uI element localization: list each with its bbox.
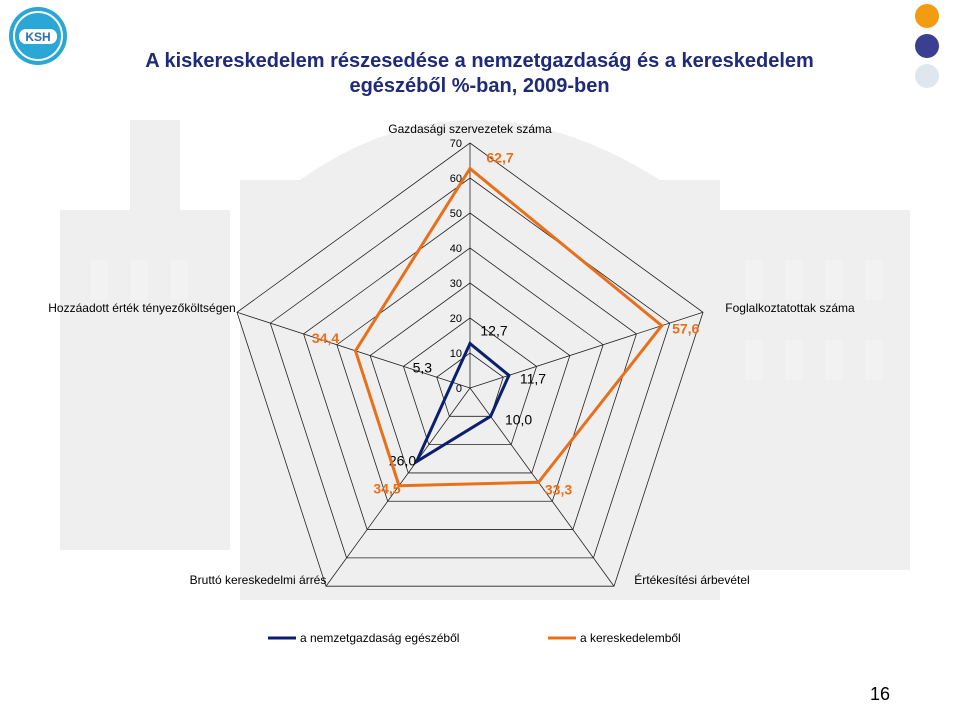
tick-label: 70	[449, 138, 462, 150]
legend-label: a kereskedelemből	[580, 631, 681, 645]
axis-label: Gazdasági szervezetek száma	[388, 122, 552, 136]
data-label: 34,5	[373, 480, 401, 497]
legend-label: a nemzetgazdaság egészéből	[300, 631, 460, 645]
axis-label: Értékesítési árbevétel	[634, 573, 750, 587]
data-point	[469, 167, 472, 170]
data-point	[537, 481, 540, 484]
data-label: 12,7	[480, 322, 508, 339]
data-point	[469, 342, 472, 345]
tick-label: 40	[449, 243, 462, 255]
tick-label: 50	[449, 208, 462, 220]
title-line-2: egészéből %-ban, 2009-ben	[349, 75, 610, 97]
tick-label: 0	[455, 383, 462, 395]
axis-label: Bruttó kereskedelmi árrés	[189, 573, 327, 587]
grid-spoke	[470, 388, 614, 586]
data-point	[660, 324, 663, 327]
logo-text: KSH	[25, 30, 51, 44]
data-label: 33,3	[544, 481, 573, 498]
axis-label: Hozzáadott érték tényezőköltségen	[48, 301, 236, 315]
data-label: 5,3	[412, 359, 433, 376]
tick-label: 60	[449, 173, 462, 185]
data-point	[451, 381, 454, 384]
axis-label: Foglalkoztatottak száma	[725, 301, 855, 315]
data-label: 34,4	[311, 329, 340, 346]
data-label: 10,0	[504, 411, 533, 428]
data-label: 57,6	[672, 320, 700, 337]
data-label: 11,7	[519, 370, 547, 387]
data-point	[489, 415, 492, 418]
tick-label: 20	[449, 313, 462, 325]
tick-label: 10	[449, 348, 462, 360]
data-label: 62,7	[486, 149, 514, 166]
tick-label: 30	[449, 278, 462, 290]
data-label: 26,0	[388, 452, 417, 469]
grid-spoke	[237, 312, 470, 388]
page-number: 16	[870, 684, 891, 704]
title-line-1: A kiskereskedelem részesedése a nemzetgazdaság és a kereskedelem	[145, 50, 814, 72]
data-point	[354, 349, 357, 352]
series-line	[355, 169, 661, 486]
data-point	[507, 374, 510, 377]
